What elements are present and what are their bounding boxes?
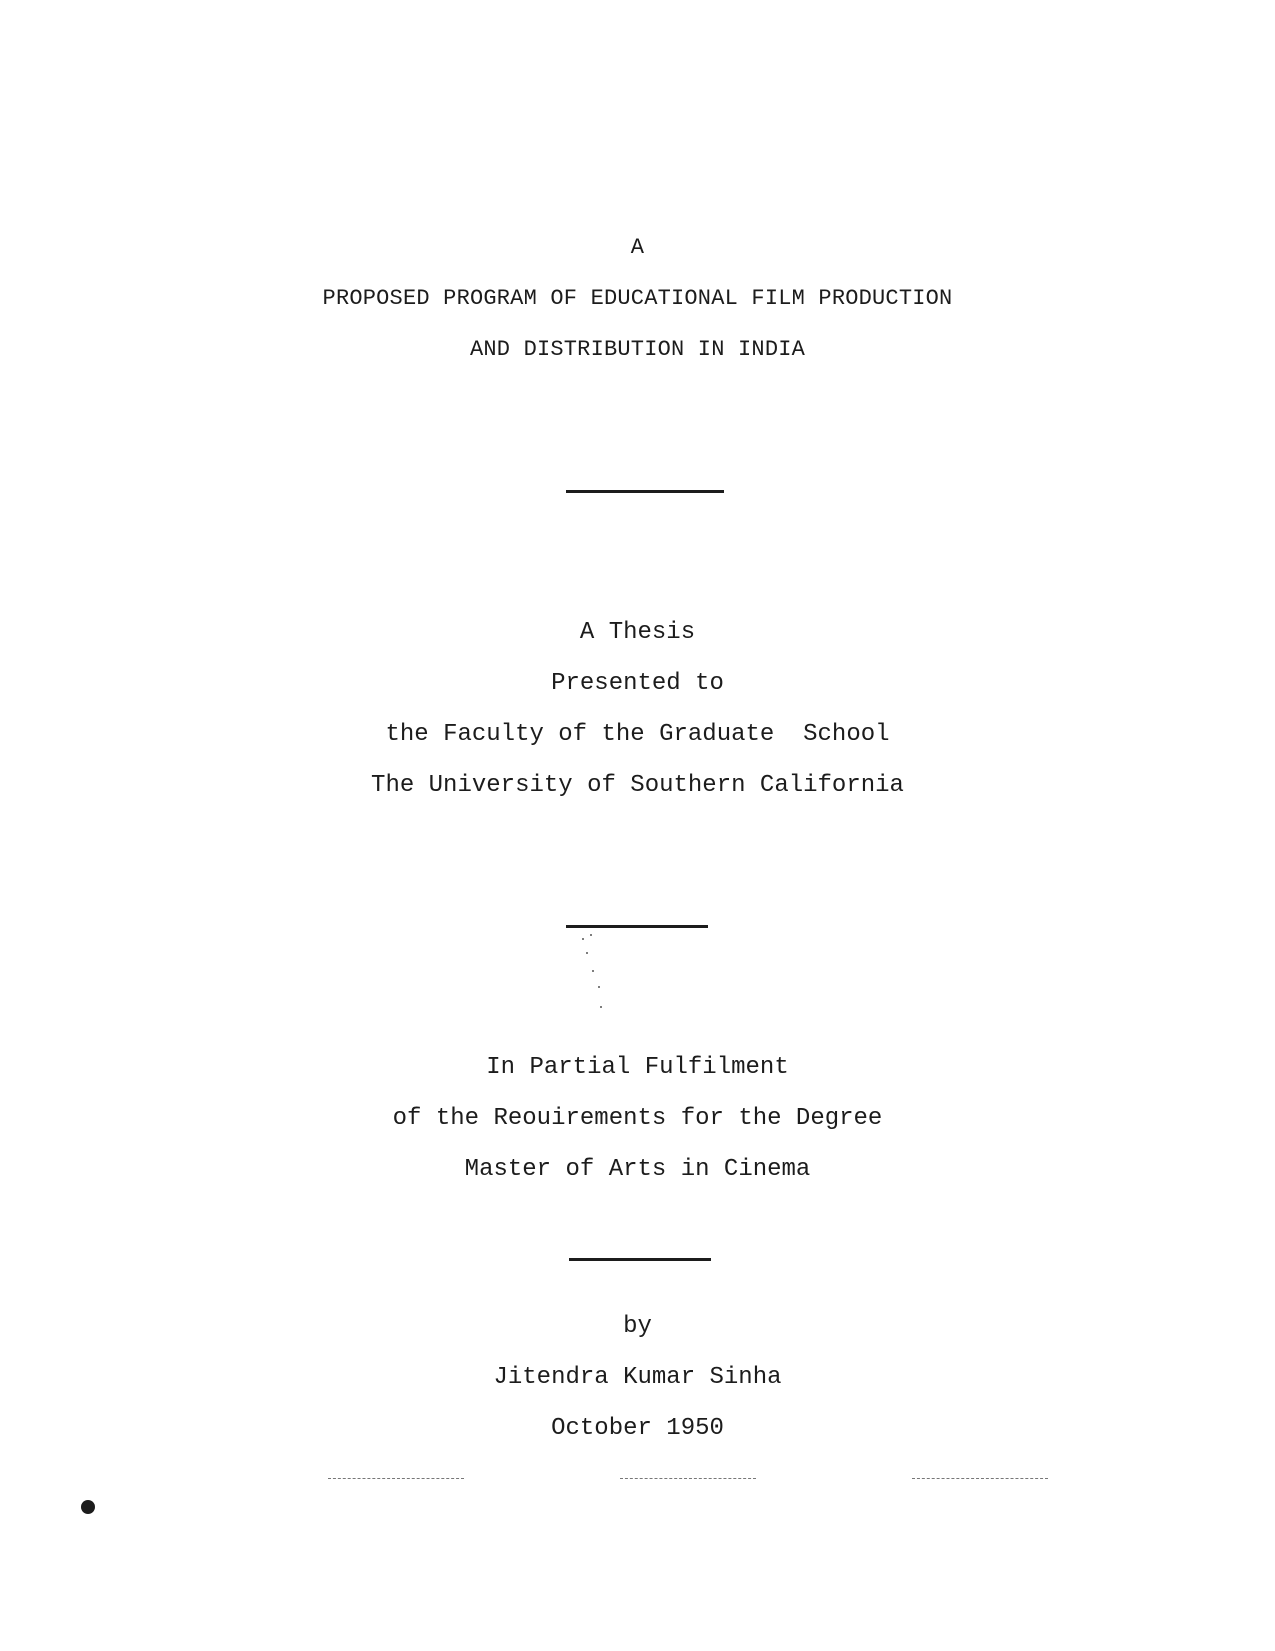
scan-dash-mark xyxy=(328,1478,464,1480)
presented-to-label: Presented to xyxy=(551,670,724,697)
author-name: Jitendra Kumar Sinha xyxy=(493,1364,782,1391)
by-label: by xyxy=(623,1313,652,1340)
scan-speck xyxy=(582,938,584,940)
requirements-line: of the Reouirements for the Degree xyxy=(392,1105,883,1132)
scan-speck xyxy=(592,970,594,972)
ink-blot xyxy=(81,1500,95,1514)
submission-date: October 1950 xyxy=(551,1415,724,1442)
university-line: The University of Southern California xyxy=(371,772,904,799)
thesis-label: A Thesis xyxy=(579,619,696,646)
faculty-line: the Faculty of the Graduate School xyxy=(385,721,890,748)
divider-rule-2 xyxy=(566,925,708,928)
scan-speck xyxy=(600,1006,602,1008)
scan-dash-mark xyxy=(912,1478,1048,1480)
scan-dash-mark xyxy=(620,1478,756,1480)
degree-line: Master of Arts in Cinema xyxy=(464,1156,811,1183)
fulfilment-line: In Partial Fulfilment xyxy=(486,1054,789,1081)
divider-rule-1 xyxy=(566,490,724,493)
scan-speck xyxy=(590,934,592,936)
scan-speck xyxy=(586,952,588,954)
divider-rule-3 xyxy=(569,1258,711,1261)
title-article: A xyxy=(630,235,645,260)
title-main: PROPOSED PROGRAM OF EDUCATIONAL FILM PRODUCTION xyxy=(322,286,953,311)
scan-speck xyxy=(598,986,600,988)
title-subtitle: AND DISTRIBUTION IN INDIA xyxy=(469,337,806,362)
